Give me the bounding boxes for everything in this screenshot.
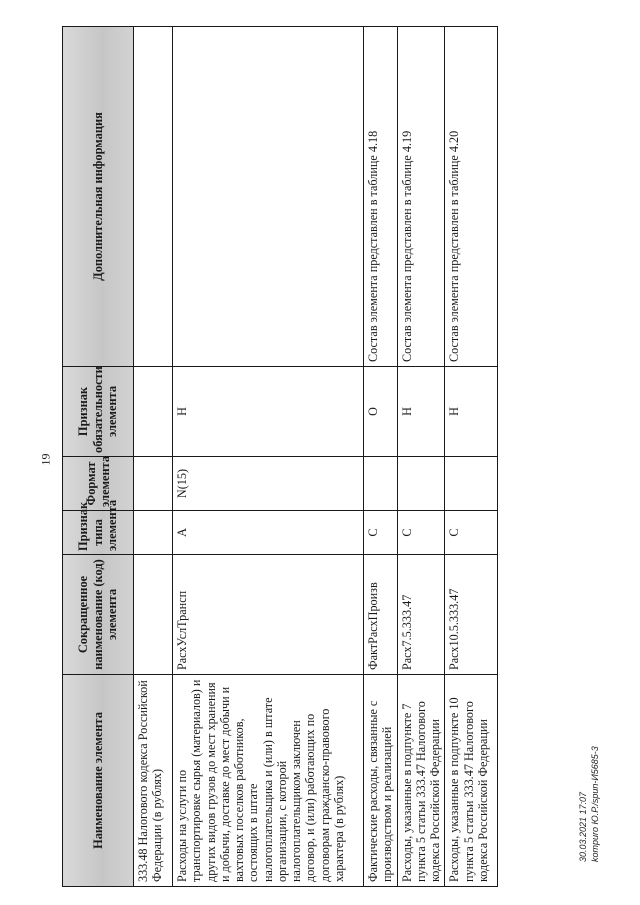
footer-doc-id: kompuro Ю.Р./spun-И5685-3 (589, 746, 600, 862)
cell-type: А (173, 511, 364, 555)
header-info: Дополнительная информация (63, 27, 134, 367)
cell-name: Фактические расходы, связанные с производством и реализацией (364, 675, 398, 887)
cell-info (134, 27, 173, 367)
cell-format (134, 457, 173, 511)
cell-info: Состав элемента представлен в таблице 4.20 (445, 27, 498, 367)
cell-format (397, 457, 445, 511)
table-row (364, 27, 398, 887)
header-name: Наименование элемента (63, 675, 134, 887)
cell-name: Расходы, указанные в подпункте 7 пункта 5 статьи 333.47 Налогового кодекса Российской Федерации (397, 675, 445, 887)
cell-code: Расх7.5.333.47 (397, 555, 445, 675)
cell-type: С (364, 511, 398, 555)
header-required: Признак обязательности элемента (63, 367, 134, 457)
cell-type (134, 511, 173, 555)
cell-format: N(15) (173, 457, 364, 511)
elements-table (62, 26, 498, 887)
footer-date: 30.03.2021 17:07 (578, 791, 588, 862)
cell-required: Н (397, 367, 445, 457)
cell-required: Н (173, 367, 364, 457)
cell-code: ФактРасхПроизв (364, 555, 398, 675)
header-code: Сокращенное наименование (код) элемента (63, 555, 134, 675)
header-format: Формат элемента (63, 457, 134, 511)
cell-type: С (445, 511, 498, 555)
cell-code: РасхУслТрансп (173, 555, 364, 675)
cell-required: О (364, 367, 398, 457)
rotated-table-container (62, 27, 490, 887)
cell-name: Расходы, указанные в подпункте 10 пункта 5 статьи 333.47 Налогового кодекса Российской Федерации (445, 675, 498, 887)
table-row (173, 27, 364, 887)
cell-info: Состав элемента представлен в таблице 4.18 (364, 27, 398, 367)
cell-code (134, 555, 173, 675)
table-row (445, 27, 498, 887)
cell-required: Н (445, 367, 498, 457)
cell-format (364, 457, 398, 511)
header-row (63, 27, 134, 887)
cell-code: Расх10.5.333.47 (445, 555, 498, 675)
cell-required (134, 367, 173, 457)
table-row (134, 27, 173, 887)
footer-stamp (578, 746, 601, 862)
cell-info (173, 27, 364, 367)
cell-format (445, 457, 498, 511)
table-row (397, 27, 445, 887)
cell-info: Состав элемента представлен в таблице 4.19 (397, 27, 445, 367)
cell-name: 333.48 Налогового кодекса Российской Федерации (в рублях) (134, 675, 173, 887)
cell-type: С (397, 511, 445, 555)
header-type: Признак типа элемента (63, 511, 134, 555)
page-number: 19 (38, 453, 53, 466)
cell-name: Расходы на услуги по транспортировке сырья (материалов) и других видов грузов до мест хранения и добычи, доставке до мест добычи и вахтовых поселков работников, состоящих в штате налогоплательщика и (или) в штате организации, с которой налогоплательщиком заключен договор, и (или) работающих по договорам гражданско-правового характера (в рублях) (173, 675, 364, 887)
